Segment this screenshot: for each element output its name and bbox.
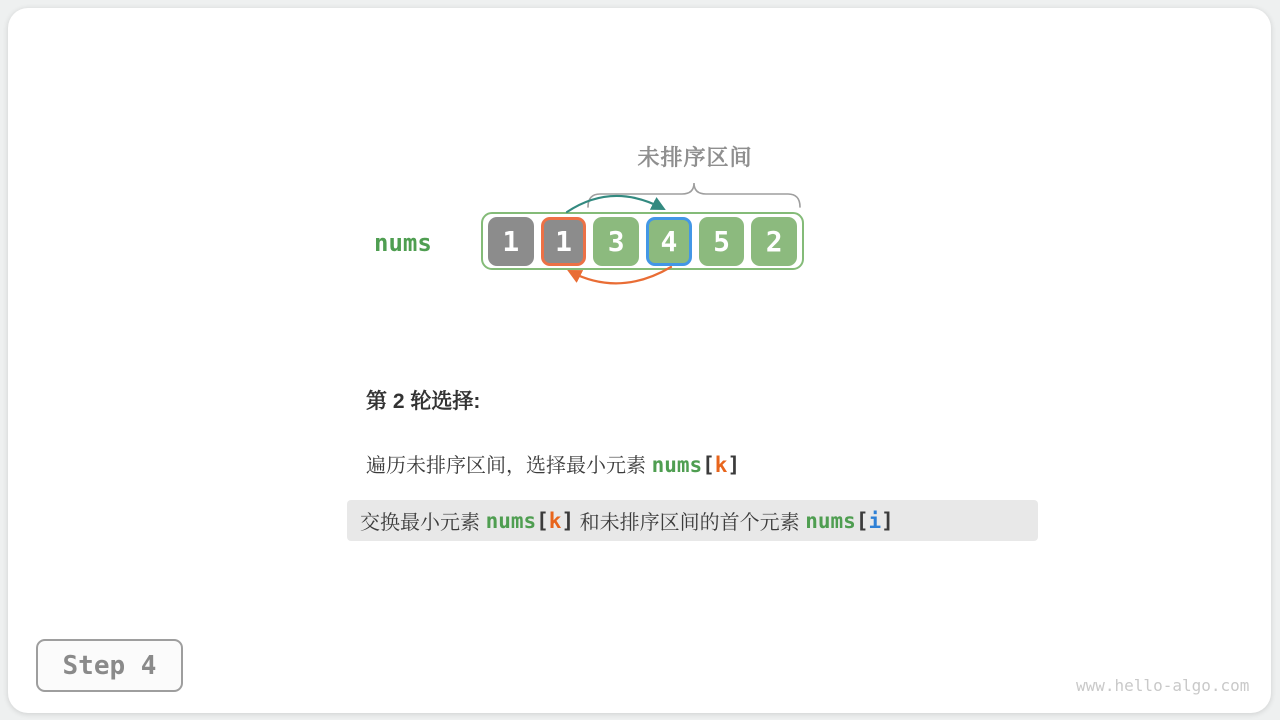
code-open-bracket: [ [702, 453, 715, 477]
unsorted-range-label: 未排序区间 [637, 145, 753, 170]
description-line [366, 449, 740, 478]
array-cell-4: 5 [699, 217, 745, 266]
watermark: www.hello-algo.com [1076, 676, 1250, 695]
step-badge: Step 4 [36, 639, 183, 692]
code-close-bracket: ] [881, 508, 894, 533]
array-container [481, 212, 804, 270]
array-cell-3-current: 4 [646, 217, 692, 266]
description-text: 遍历未排序区间，选择最小元素 [366, 455, 652, 477]
array-cell-0: 1 [488, 217, 534, 266]
code-index-i: i [868, 508, 882, 533]
code-nums: nums [805, 508, 856, 533]
code-nums: nums [651, 453, 703, 477]
code-open-bracket: [ [855, 508, 869, 533]
highlight-text-1: 交换最小元素 [360, 512, 486, 534]
array-name-label: nums [374, 229, 432, 257]
array-cell-5: 2 [751, 217, 797, 266]
highlighted-step-line [347, 500, 1038, 541]
array-cell-1-min-selected: 1 [541, 217, 587, 266]
code-close-bracket: ] [561, 508, 575, 533]
code-index-k: k [548, 508, 562, 533]
slide-card [8, 8, 1271, 713]
code-close-bracket: ] [727, 453, 741, 477]
round-title: 第 2 轮选择: [366, 390, 481, 413]
array-cell-2: 3 [593, 217, 639, 266]
code-open-bracket: [ [536, 508, 549, 533]
code-index-k: k [714, 453, 728, 477]
highlight-text-2: 和未排序区间的首个元素 [574, 512, 806, 534]
code-nums: nums [485, 508, 537, 533]
